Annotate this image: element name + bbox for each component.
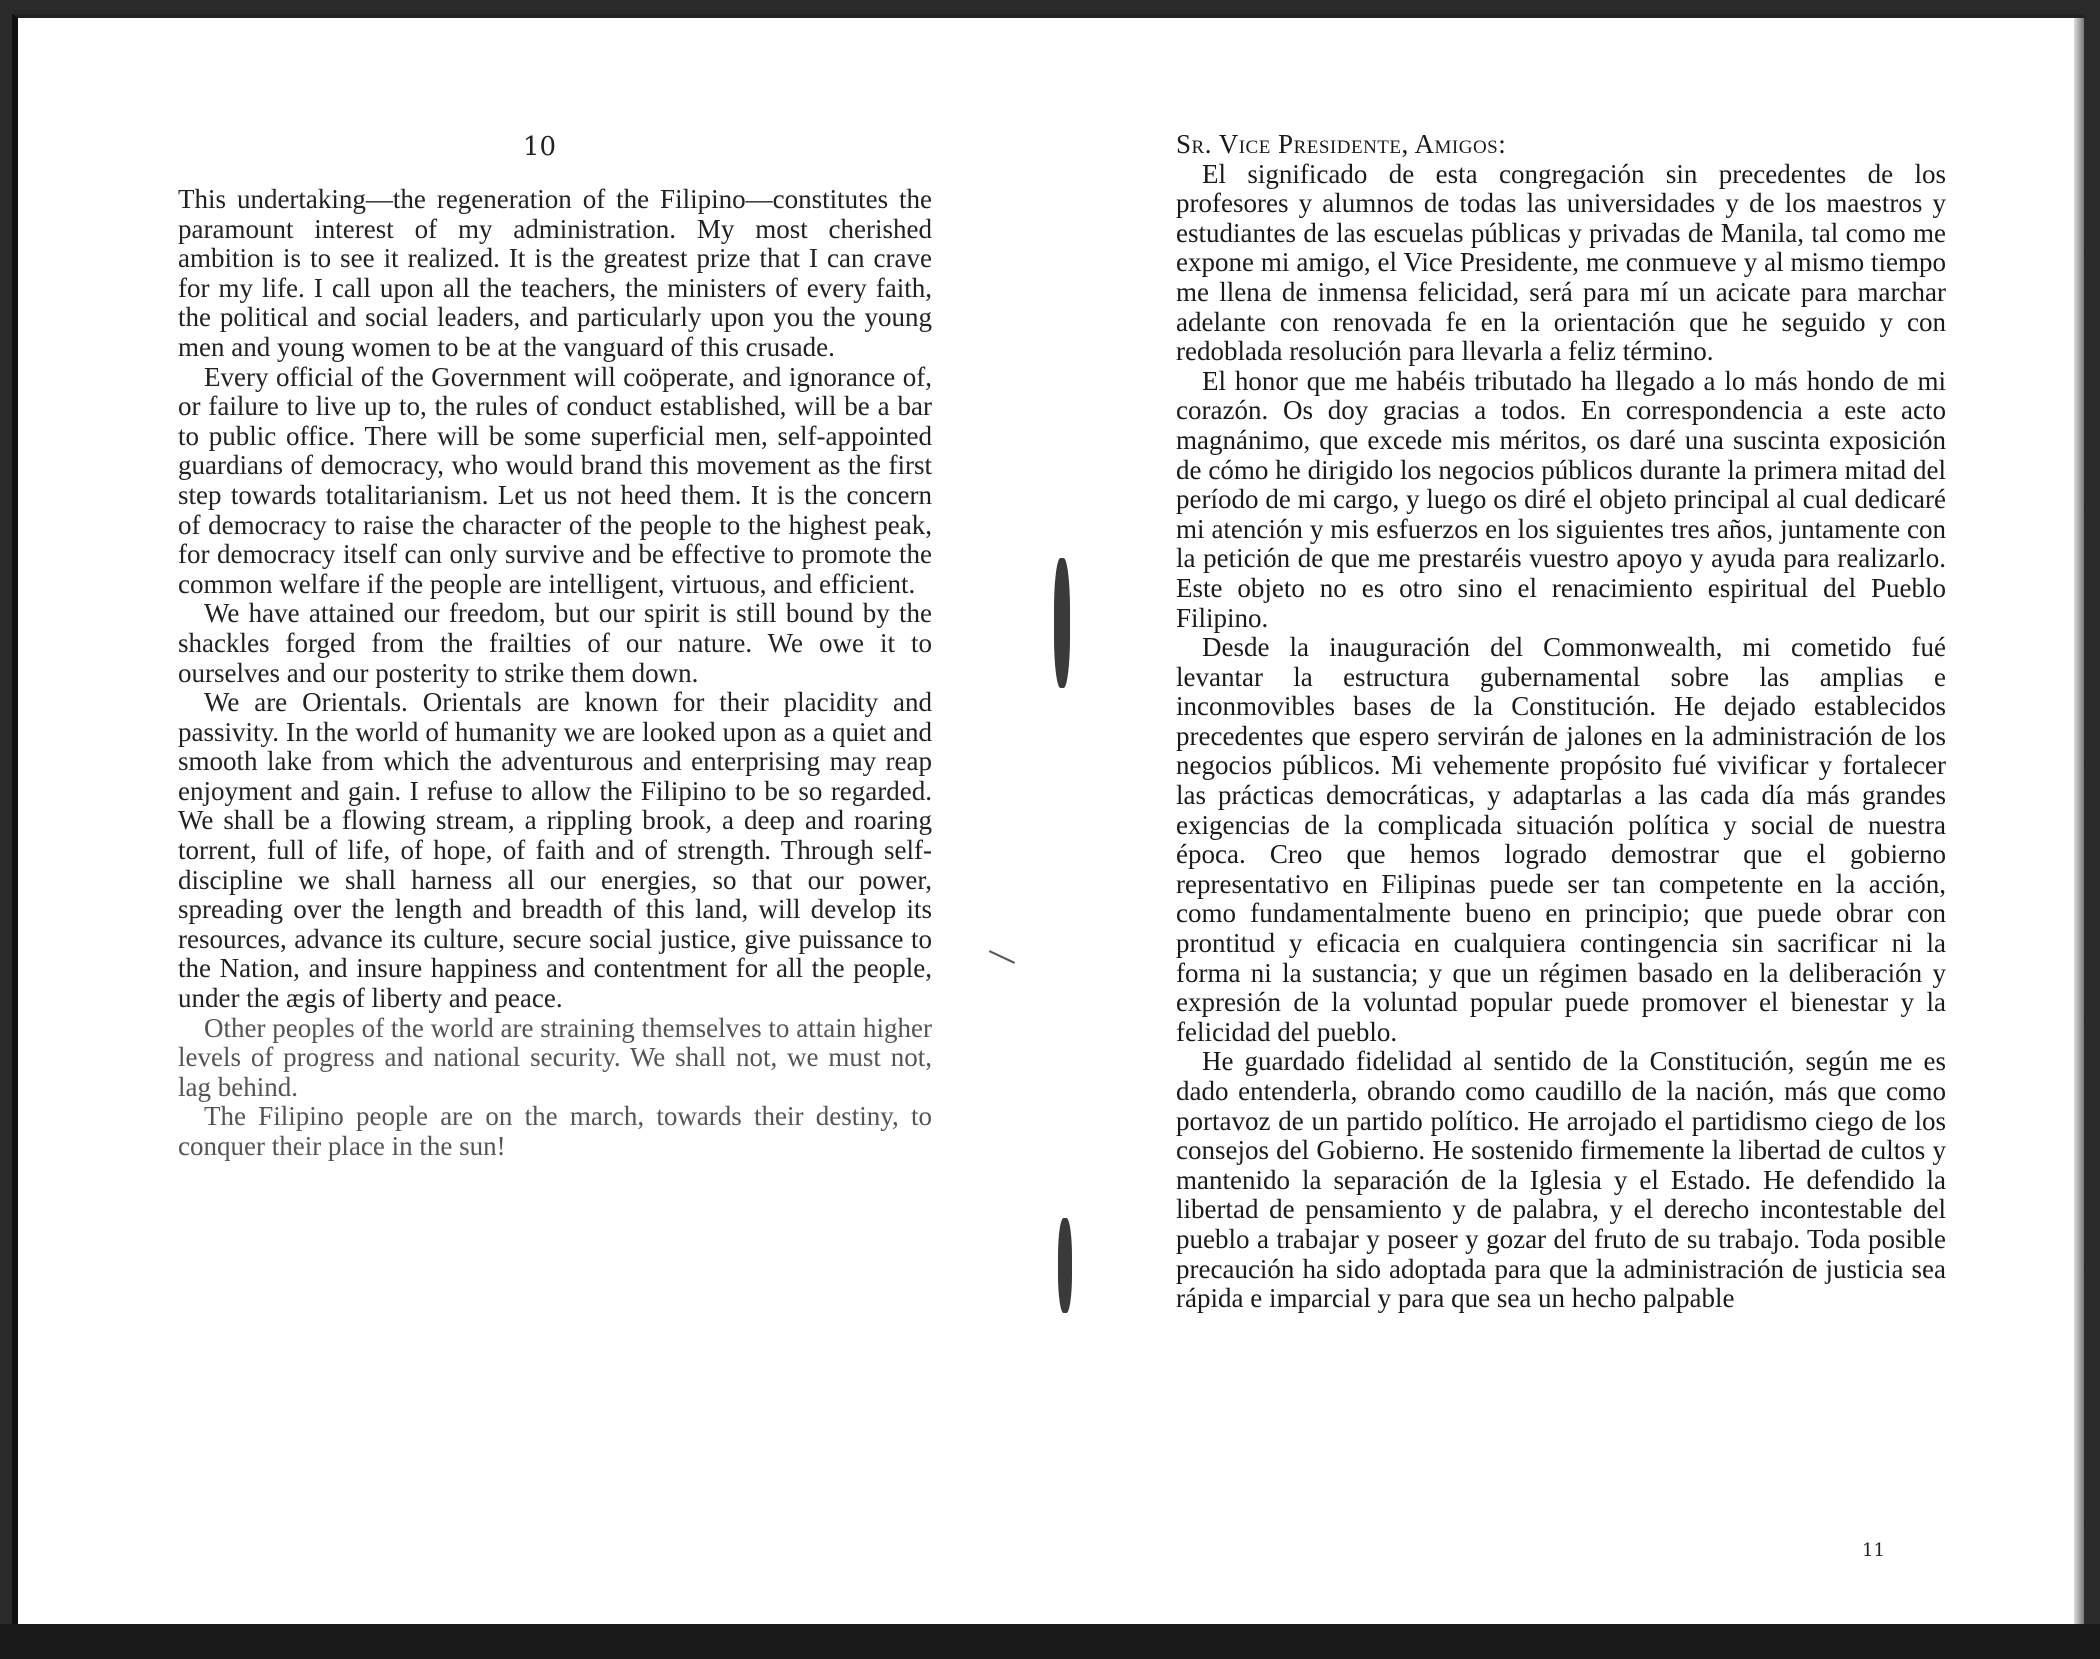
binding-staple-mark (1058, 1218, 1072, 1313)
scan-bottom-edge (0, 1624, 2100, 1659)
paragraph: This undertaking—the regeneration of the Filipino—constitutes the paramount interest of my administration. My most cherished ambition is to see it realized. It is the greatest prize that I can crave for my life. I call upon all the teachers, the ministers of every faith, the political and social leaders, and particularly upon you the young men and young women to be at the vanguard of this crusade. (178, 184, 932, 362)
binding-staple-mark (1054, 558, 1070, 688)
paragraph: Every official of the Government will coöperate, and ignorance of, or failure to live up to, the rules of conduct established, will be a bar to public office. There will be some superficial men, self-appointed guardians of democracy, who would brand this movement as the first step towards totalitarianism. Let us not heed them. It is the concern of democracy to raise the character of the people to the highest peak, for democracy itself can only survive and be effective to promote the common welfare if the people are intelligent, virtuous, and efficient. (178, 361, 932, 599)
page-number-left: 10 (523, 132, 557, 162)
page-edge (2074, 18, 2084, 1624)
paragraph: We have attained our freedom, but our spirit is still bound by the shackles forged from the frailties of our nature. We owe it to ourselves and our posterity to strike them down. (178, 598, 932, 688)
page-number-right: 11 (1862, 1540, 1885, 1561)
paragraph: We are Orientals. Orientals are known for their placidity and passivity. In the world of humanity we are looked upon as a quiet and smooth lake from which the adventurous and enterprising may reap enjoyment and gain. I refuse to allow the Filipino to be so regarded. We shall be a flowing stream, a rippling brook, a deep and roaring torrent, full of life, of hope, of faith and of strength. Through self-discipline we shall harness all our energies, so that our power, spreading over the length and breadth of this land, will develop its resources, advance its culture, secure social justice, give puissance to the Nation, and insure happiness and contentment for all the people, under the ægis of liberty and peace. (178, 687, 932, 1014)
paragraph: Desde la inauguración del Commonwealth, mi cometido fué levantar la estructura gubernamental sobre las amplias e inconmovibles bases de la Constitución. He dejado establecidos precedentes que espero servirán de jalones en la administración de los negocios públicos. Mi vehemente propósito fué vivificar y fortalecer las prácticas democráticas, y adaptarlas a las cada día más grandes exigencias de la complicada situación política y social de nuestra época. Creo que hemos logrado demostrar que el gobierno representativo en Filipinas puede ser tan competente en la acción, como fundamentalmente bueno en principio; que puede obrar con prontitud y eficacia en cualquiera contingencia sin sacrificar ni la forma ni la sustancia; y que un régimen basado en la deliberación y expresión de la voluntad popular puede promover el bienestar y la felicidad del pueblo. (1176, 632, 1946, 1047)
right-page-text (1176, 130, 1946, 1314)
paragraph: Other peoples of the world are straining themselves to attain higher levels of progress and national security. We shall not, we must not, lag behind. (178, 1012, 932, 1102)
left-page-text (178, 185, 932, 1162)
salutation: Sr. Vice Presidente, Amigos: (1176, 129, 1507, 159)
paragraph: The Filipino people are on the march, towards their destiny, to conquer their place in the sun! (178, 1101, 932, 1161)
paragraph: He guardado fidelidad al sentido de la Constitución, según me es dado entenderla, obrando como caudillo de la nación, más que como portavoz de un partido político. He arrojado el partidismo ciego de los consejos del Gobierno. He sostenido firmemente la libertad de cultos y mantenido la separación de la Iglesia y el Estado. He defendido la libertad de pensamiento y de palabra, y el derecho incontestable del pueblo a trabajar y poseer y gozar del fruto de su trabajo. Toda posible precaución ha sido adoptada para que la administración de justicia sea rápida e imparcial y para que sea un hecho palpable (1176, 1046, 1946, 1314)
book-spread (12, 14, 2084, 1624)
left-page (18, 18, 1054, 1624)
right-page (1054, 18, 2090, 1624)
paragraph: El honor que me habéis tributado ha llegado a lo más hondo de mi corazón. Os doy gracias a todos. En correspondencia a este acto magnánimo, que excede mis méritos, os daré una suscinta exposición de cómo he dirigido los negocios públicos durante la primera mitad del período de mi cargo, y luego os diré el objeto principal al cual dedicaré mi atención y mis esfuerzos en los siguientes tres años, juntamente con la petición de que me prestaréis vuestro apoyo y ayuda para realizarlo. Este objeto no es otro sino el renacimiento espiritual del Pueblo Filipino. (1176, 365, 1946, 633)
paragraph: El significado de esta congregación sin precedentes de los profesores y alumnos de todas las universidades y de los maestros y estudiantes de las escuelas públicas y privadas de Manila, tal como me expone mi amigo, el Vice Presidente, me conmueve y al mismo tiempo me llena de inmensa felicidad, será para mí un acicate para marchar adelante con renovada fe en la orientación que he seguido y con redoblada resolución para llevarla a feliz término. (1176, 158, 1946, 367)
